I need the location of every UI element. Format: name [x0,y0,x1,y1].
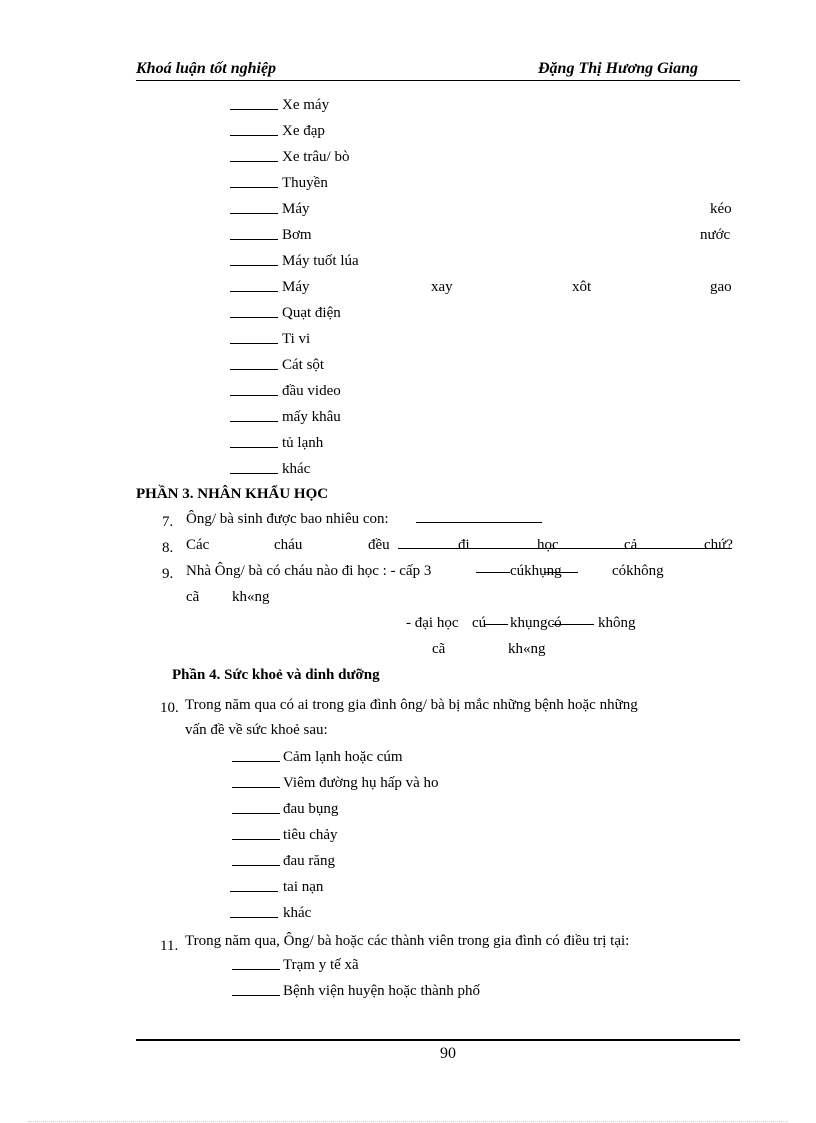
list-item-justified: nước [700,227,731,243]
q9-option-legacy: kh«ng [508,641,546,657]
q8-word: đều [368,537,390,553]
q9-option: cókhông [612,563,664,579]
q9-option-legacy: cã [432,641,446,657]
list-item-justified: xay [431,279,453,295]
q9-option: không [598,615,636,631]
answer-blank[interactable] [230,891,278,892]
q8-word: đi [458,537,470,553]
answer-blank[interactable] [230,395,278,396]
q9-blank[interactable] [484,624,508,625]
q8-word: học [537,537,559,553]
q9-option: khụngcó [510,615,562,631]
answer-blank[interactable] [230,447,278,448]
q9-option: cúkhụng [510,563,562,579]
answer-blank[interactable] [230,161,278,162]
q10-text-cont: vấn đề về sức khoẻ sau: [185,722,328,738]
q9-strike [552,624,594,625]
q7-number: 7. [162,514,174,530]
answer-blank[interactable] [230,265,278,266]
q9-option: cú [472,615,487,631]
list-item: Cảm lạnh hoặc cúm [283,749,403,765]
q9-text: Nhà Ông/ bà có cháu nào đi học : - cấp 3 [186,563,432,579]
list-item: Máy [282,201,310,217]
header-rule [136,80,740,81]
list-item: khác [283,905,312,921]
q8-word: cháu [274,537,303,553]
list-item: Cát sột [282,357,325,373]
q8-word: cả [624,537,638,553]
answer-blank[interactable] [232,813,280,814]
list-item: tiêu chảy [283,827,338,843]
page-number: 90 [440,1045,456,1062]
q8-word: Các [186,537,210,553]
list-item: tủ lạnh [282,435,324,451]
list-item: Trạm y tế xã [283,957,359,973]
answer-blank[interactable] [230,473,278,474]
answer-blank[interactable] [230,291,278,292]
list-item: Bệnh viện huyện hoặc thành phố [283,983,481,999]
section-4-title: Phần 4. Sức khoẻ và dinh dưỡng [172,667,380,683]
answer-blank[interactable] [230,109,278,110]
header-author: Đặng Thị Hương Giang [538,60,698,77]
q9-strike [544,572,578,573]
q11-number: 11. [160,938,179,954]
q7-text: Ông/ bà sinh được bao nhiêu con: [186,511,389,527]
q11-text: Trong năm qua, Ông/ bà hoặc các thành viên trong gia đình có điều trị tại: [185,933,630,949]
list-item: đầu video [282,383,341,399]
answer-blank[interactable] [232,969,280,970]
footer-rule [136,1039,740,1041]
list-item: Ti vi [282,331,311,347]
list-item: khác [282,461,311,477]
answer-blank[interactable] [232,995,280,996]
header-title: Khoá luận tốt nghiệp [136,60,277,77]
list-item: tai nạn [283,879,324,895]
list-item: Thuyền [282,175,328,191]
answer-blank[interactable] [230,421,278,422]
answer-blank[interactable] [230,187,278,188]
list-item: Xe trâu/ bò [282,149,350,165]
answer-blank[interactable] [230,135,278,136]
list-item: đau bụng [283,801,339,817]
list-item: đau răng [283,853,336,869]
list-item: mấy khâu [282,409,341,425]
answer-blank[interactable] [232,761,280,762]
answer-blank[interactable] [230,317,278,318]
answer-blank[interactable] [230,369,278,370]
q9-university: - đại học [406,615,459,631]
q7-answer-blank[interactable] [416,522,542,523]
q9-option-legacy: kh«ng [232,589,270,605]
list-item: Xe đạp [282,123,325,139]
list-item-justified: xôt [572,279,592,295]
list-item-justified: gao [710,279,732,295]
list-item: Bơm [282,227,312,243]
list-item: Xe máy [282,97,330,113]
answer-blank[interactable] [230,213,278,214]
section-3-title: PHẦN 3. NHÂN KHẨU HỌC [136,486,329,502]
list-item: Viêm đường hụ hấp và ho [283,775,439,791]
list-item-justified: kéo [710,201,732,217]
list-item: Quạt điện [282,305,341,321]
q8-answer-line[interactable] [398,548,732,549]
q10-text: Trong năm qua có ai trong gia đình ông/ bà bị mắc những bệnh hoặc những [185,697,638,713]
answer-blank[interactable] [230,343,278,344]
q8-word: chứ? [704,537,733,553]
answer-blank[interactable] [232,865,280,866]
q8-number: 8. [162,540,174,556]
q9-number: 9. [162,566,174,582]
answer-blank[interactable] [232,787,280,788]
answer-blank[interactable] [232,839,280,840]
answer-blank[interactable] [230,239,278,240]
list-item: Máy tuốt lúa [282,253,359,269]
q9-option-legacy: cã [186,589,200,605]
list-item: Máy [282,279,310,295]
answer-blank[interactable] [230,917,278,918]
q9-blank[interactable] [476,572,510,573]
page-edge [28,1121,788,1122]
q10-number: 10. [160,700,179,716]
